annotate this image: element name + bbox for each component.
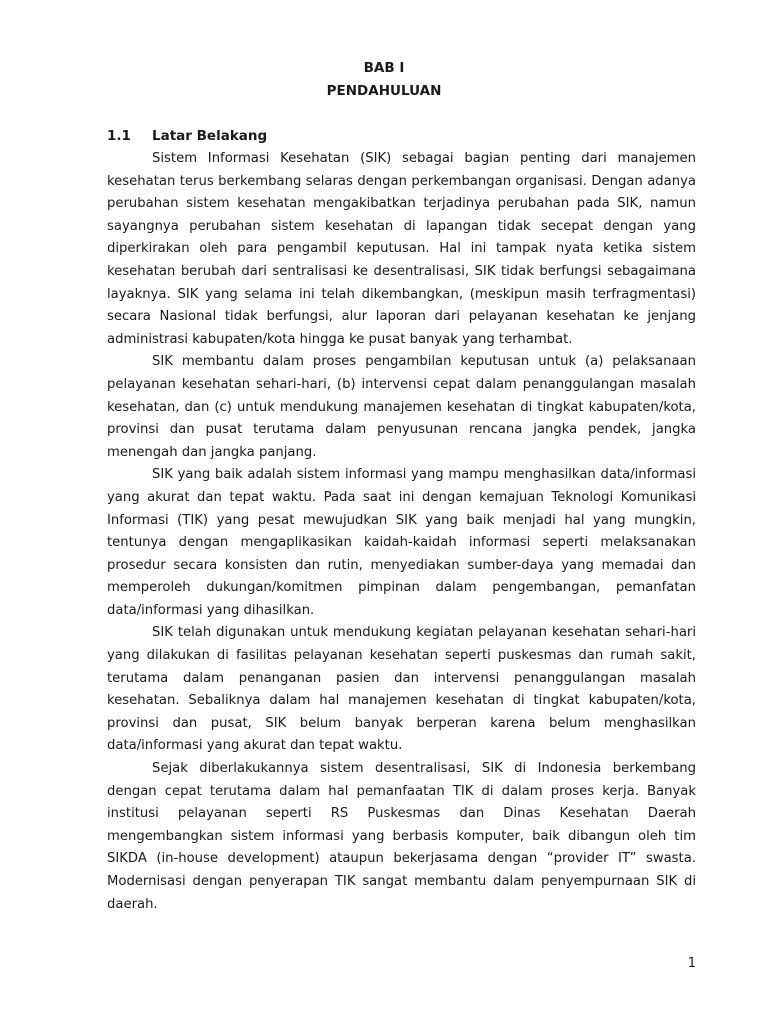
section-title: Latar Belakang bbox=[152, 128, 268, 144]
page-number: 1 bbox=[687, 956, 696, 971]
body-text bbox=[107, 148, 696, 916]
paragraph-2: SIK membantu dalam proses pengambilan keputusan untuk (a) pelaksanaan pelayanan kesehatan sehari-hari, (b) intervensi cepat dalam penanggulangan masalah kesehatan, dan (c) untuk mendukung manajemen kesehatan di tingkat kabupaten/kota, provinsi dan pusat terutama dalam penyusunan rencana jangka pendek, jangka menengah dan jangka panjang. bbox=[107, 354, 696, 460]
chapter-label: BAB I bbox=[363, 60, 405, 76]
paragraph-5: Sejak diberlakukannya sistem desentralisasi, SIK di Indonesia berkembang dengan cepat terutama dalam hal pemanfaatan TIK di dalam proses kerja. Banyak institusi pelayanan seperti RS Puskesmas dan Dinas Kesehatan Daerah mengembangkan sistem informasi yang berbasis komputer, baik dibangun oleh tim SIKDA (in-house development) ataupun bekerjasama dengan “provider IT” swasta. Modernisasi dengan penyerapan TIK sangat membantu dalam penyempurnaan SIK di daerah. bbox=[107, 761, 696, 912]
paragraph-3: SIK yang baik adalah sistem informasi yang mampu menghasilkan data/informasi yang akurat dan tepat waktu. Pada saat ini dengan kemajuan Teknologi Komunikasi Informasi (TIK) yang pesat mewujudkan SIK yang baik menjadi hal yang mungkin, tentunya dengan mengaplikasikan kaidah-kaidah informasi seperti melaksanakan prosedur secara konsisten dan rutin, menyediakan sumber-daya yang memadai dan memperoleh dukungan/komitmen pimpinan dalam pengembangan, pemanfatan data/informasi yang dihasilkan. bbox=[107, 467, 696, 618]
chapter-title: PENDAHULUAN bbox=[326, 83, 442, 99]
paragraph-1: Sistem Informasi Kesehatan (SIK) sebagai bagian penting dari manajemen kesehatan terus berkembang selaras dengan perkembangan organisasi. Dengan adanya perubahan sistem kesehatan mengakibatkan terjadinya perubahan pada SIK, namun sayangnya perubahan sistem kesehatan di lapangan tidak secepat dengan yang diperkirakan oleh para pengambil keputusan. Hal ini tampak nyata ketika sistem kesehatan berubah dari sentralisasi ke desentralisasi, SIK tidak berfungsi sebagaimana layaknya. SIK yang selama ini telah dikembangkan, (meskipun masih terfragmentasi) secara Nasional tidak berfungsi, alur laporan dari pelayanan kesehatan ke jenjang administrasi kabupaten/kota hingga ke pusat banyak yang terhambat. bbox=[107, 151, 696, 347]
paragraph-4: SIK telah digunakan untuk mendukung kegiatan pelayanan kesehatan sehari-hari yang dilakukan di fasilitas pelayanan kesehatan seperti puskesmas dan rumah sakit, terutama dalam penanganan pasien dan intervensi penanggulangan masalah kesehatan. Sebaliknya dalam hal manajemen kesehatan di tingkat kabupaten/kota, provinsi dan pusat, SIK belum banyak berperan karena belum menghasilkan data/informasi yang akurat dan tepat waktu. bbox=[107, 625, 696, 754]
section-number: 1.1 bbox=[107, 128, 131, 144]
section-heading bbox=[107, 128, 267, 144]
